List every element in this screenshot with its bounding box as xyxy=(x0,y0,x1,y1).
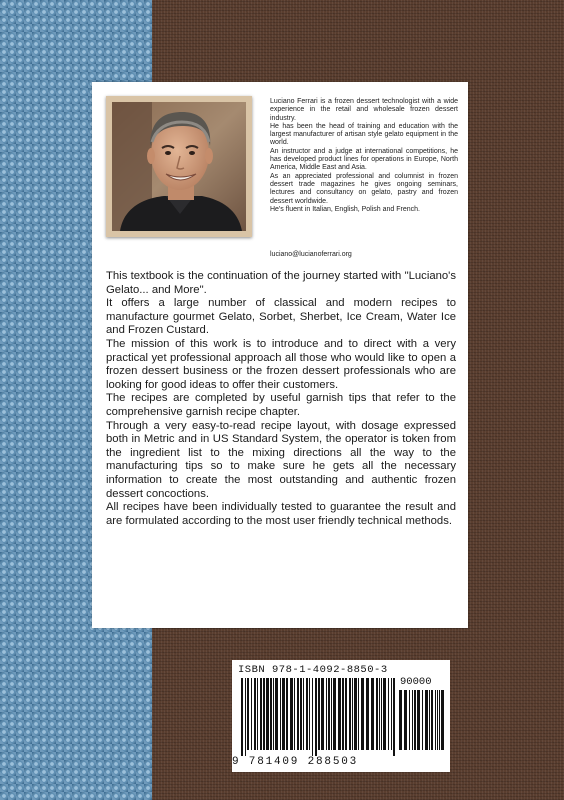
barcode-bar xyxy=(376,678,378,750)
barcode-bar xyxy=(417,690,420,750)
bio-paragraph: An instructor and a judge at international competitions, he has developed product lines for operations in Europe, North America, Middle East and Asia. xyxy=(270,147,458,172)
barcode-digits: 9 781409 288503 xyxy=(232,756,359,768)
barcode-bar xyxy=(391,678,392,750)
barcode-bar xyxy=(354,678,357,750)
description-paragraph: Through a very easy-to-read recipe layout, with dosage expressed both in Metric and in US Standard System, the operator is token from the ingredient list to the mixing directions all the way to the manufacturing tips so to make sure he gets all the necessary information to create the most outstanding and authentic frozen dessert concoctions. xyxy=(106,419,456,500)
barcode-bar xyxy=(358,678,359,750)
barcode-bar xyxy=(342,678,344,750)
bio-paragraph: As an appreciated professional and columnist in frozen dessert trade magazines he gives ongoing seminars, lectures and consultancy on gelato, pastry and frozen dessert worldwide. xyxy=(270,172,458,205)
book-description xyxy=(106,270,456,528)
barcode-bar xyxy=(254,678,256,750)
description-paragraph: The recipes are completed by useful garnish tips that refer to the comprehensive garnish recipe chapter. xyxy=(106,392,456,418)
description-paragraph: It offers a large number of classical and modern recipes to manufacture gourmet Gelato, Sorbet, Sherbet, Ice Cream, Water Ice and Frozen Custard. xyxy=(106,297,456,337)
barcode-bar xyxy=(247,678,249,750)
barcode-bar xyxy=(441,690,444,750)
barcode-bar xyxy=(399,690,402,750)
barcode-bar xyxy=(290,678,293,750)
barcode-bar xyxy=(361,678,364,750)
barcode-bar xyxy=(404,690,407,750)
barcode-bar xyxy=(371,678,374,750)
barcode-bar xyxy=(273,678,274,750)
barcode-bar xyxy=(383,678,386,750)
barcode-bar xyxy=(338,678,341,750)
barcode-bar xyxy=(409,690,410,750)
barcode-bar xyxy=(241,678,243,756)
barcode-bar xyxy=(422,690,423,750)
barcode-bar xyxy=(429,690,430,750)
barcode-bar xyxy=(312,678,313,756)
addon-barcode-bars xyxy=(398,690,444,756)
barcode-bar xyxy=(306,678,308,750)
barcode-bar xyxy=(366,678,369,750)
barcode-bar xyxy=(270,678,272,750)
description-paragraph: The mission of this work is to introduce and to direct with a very practical yet professional approach all those who would like to open a frozen dessert business or the frozen dessert professionals who are looking for good ideas to offer their customers. xyxy=(106,337,456,391)
barcode-bar xyxy=(309,678,310,750)
barcode-bar xyxy=(315,678,317,756)
barcode-bar xyxy=(331,678,332,750)
barcode-bar xyxy=(414,690,416,750)
barcode-bar xyxy=(275,678,278,750)
barcode-bar xyxy=(381,678,382,750)
barcode-bar xyxy=(435,690,436,750)
bio-paragraph: He has been the head of training and education with the largest manufacturer of artisan style gelato equipment in the world. xyxy=(270,122,458,147)
barcode-bar xyxy=(251,678,252,750)
author-photo xyxy=(112,102,246,231)
barcode-bar xyxy=(300,678,302,750)
barcode-bar xyxy=(431,690,433,750)
description-paragraph: This textbook is the continuation of the journey started with "Luciano's Gelato... and More". xyxy=(106,270,456,296)
author-bio xyxy=(270,98,458,214)
barcode-bar xyxy=(328,678,330,750)
barcode-bar xyxy=(257,678,258,750)
description-paragraph: All recipes have been individually tested to guarantee the result and are formulated according to the most user friendly technical methods. xyxy=(106,501,456,527)
barcode-bar xyxy=(263,678,265,750)
barcode-bar xyxy=(349,678,351,750)
barcode-bar xyxy=(260,678,262,750)
author-email: luciano@lucianoferrari.org xyxy=(270,251,352,258)
barcode-bar xyxy=(345,678,347,750)
barcode-bar xyxy=(412,690,413,750)
barcode-bar xyxy=(286,678,288,750)
bio-paragraph: Luciano Ferrari is a frozen dessert technologist with a wide experience in the retail and wholesale frozen dessert industry. xyxy=(270,98,458,122)
barcode-bar xyxy=(379,678,380,750)
barcode-bar xyxy=(318,678,320,750)
isbn-label: ISBN 978-1-4092-8850-3 xyxy=(238,664,388,676)
barcode-bar xyxy=(266,678,269,750)
bio-paragraph: He's fluent in Italian, English, Polish and French. xyxy=(270,205,420,213)
barcode-bar xyxy=(352,678,353,750)
barcode-bar xyxy=(437,690,438,750)
price-code: 90000 xyxy=(400,676,432,688)
barcode-bar xyxy=(303,678,304,750)
barcode-bar xyxy=(388,678,389,750)
barcode-bar xyxy=(245,678,246,756)
back-cover-text-panel xyxy=(92,82,468,628)
barcode-bar xyxy=(321,678,324,750)
barcode-bar xyxy=(294,678,295,750)
author-photo-frame xyxy=(106,96,252,237)
barcode-bar xyxy=(333,678,336,750)
barcode-bar xyxy=(393,678,395,756)
barcode-bar xyxy=(282,678,285,750)
barcode-bar xyxy=(439,690,440,750)
barcode-bar xyxy=(297,678,299,750)
barcode-bar xyxy=(425,690,428,750)
barcode-bar xyxy=(326,678,327,750)
barcode-bar xyxy=(280,678,281,750)
ean-barcode-bars xyxy=(240,678,396,756)
isbn-barcode xyxy=(232,660,450,772)
